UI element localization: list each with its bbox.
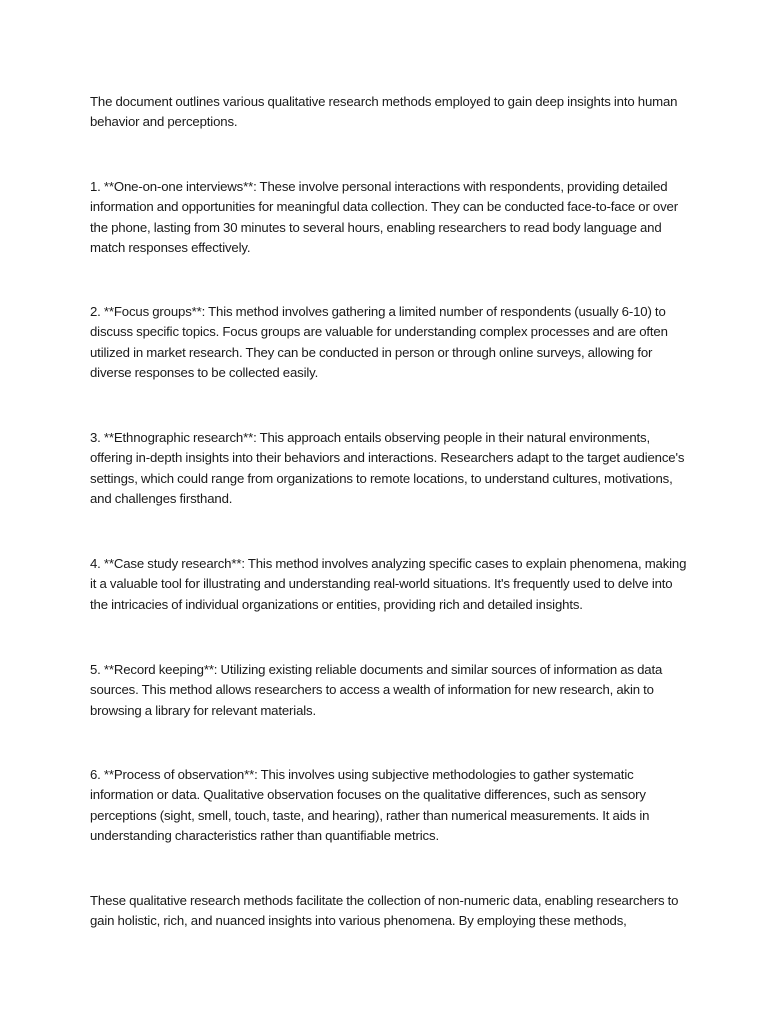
intro-paragraph: The document outlines various qualitative research methods employed to gain deep insights into human behavior and perceptions. xyxy=(90,94,678,130)
method-paragraph-6: 6. **Process of observation**: This involves using subjective methodologies to gather systematic information or data. Qualitative observation focuses on the qualitative differences, such as sensory perceptions (sight, smell, touch, taste, and hearing), rather than numerical measurements. It aids in understanding characteristics rather than quantifiable metrics. xyxy=(90,767,650,843)
conclusion-paragraph: These qualitative research methods facilitate the collection of non-numeric data, enabling researchers to gain holistic, rich, and nuanced insights into various phenomena. By employing these methods, xyxy=(90,893,679,929)
method-paragraph-4: 4. **Case study research**: This method involves analyzing specific cases to explain phenomena, making it a valuable tool for illustrating and understanding real-world situations. It's frequently used to delve into the intricacies of individual organizations or entities, providing rich and detailed insights. xyxy=(90,556,687,612)
method-paragraph-2: 2. **Focus groups**: This method involves gathering a limited number of respondents (usually 6-10) to discuss specific topics. Focus groups are valuable for understanding complex processes and are often utilized in market research. They can be conducted in person or through online surveys, allowing for diverse responses to be collected easily. xyxy=(90,304,668,380)
method-paragraph-3: 3. **Ethnographic research**: This approach entails observing people in their natural environments, offering in-depth insights into their behaviors and interactions. Researchers adapt to the target audience's settings, which could range from organizations to remote locations, to understand cultures, motivations, and challenges firsthand. xyxy=(90,430,685,506)
method-paragraph-1: 1. **One-on-one interviews**: These involve personal interactions with respondents, providing detailed information and opportunities for meaningful data collection. They can be conducted face-to-face or over the phone, lasting from 30 minutes to several hours, enabling researchers to read body language and match responses effectively. xyxy=(90,179,678,255)
method-paragraph-5: 5. **Record keeping**: Utilizing existing reliable documents and similar sources of information as data sources. This method allows researchers to access a wealth of information for new research, akin to browsing a library for relevant materials. xyxy=(90,662,663,718)
